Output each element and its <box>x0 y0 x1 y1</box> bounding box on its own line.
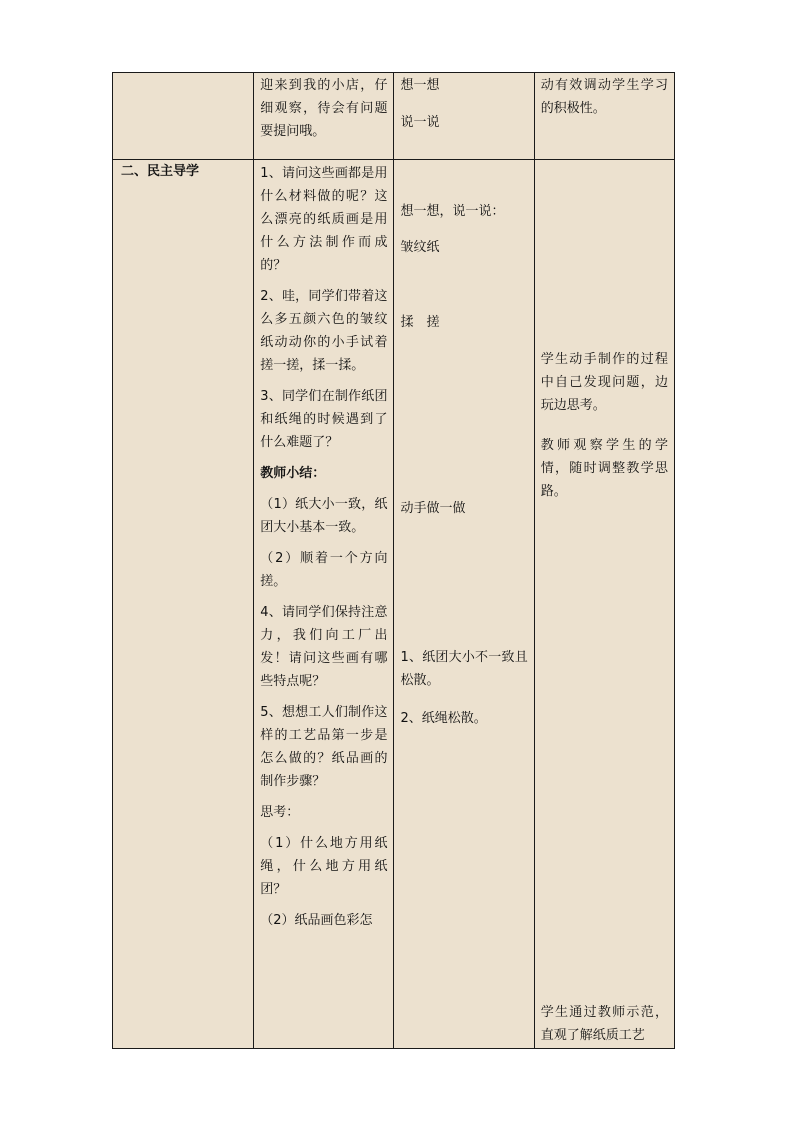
design-intent-cell <box>534 73 674 160</box>
student-text: 想一想，说一说： <box>400 204 505 219</box>
think-title: 思考： <box>260 805 300 820</box>
student-text: 想一想 <box>400 78 440 93</box>
stage-cell <box>113 73 254 160</box>
intent-text: 教师观察学生的学情，随时调整教学思路。 <box>540 438 668 499</box>
intent-text: 动有效调动学生学习的积极性。 <box>540 78 668 116</box>
student-activity-cell <box>394 160 534 1049</box>
stage-cell <box>113 160 254 1049</box>
teacher-question: 2、哇，同学们带着这么多五颜六色的皱纹纸动动你的小手试着搓一搓，揉一揉。 <box>260 289 388 373</box>
teacher-question: 5、想想工人们制作这样的工艺品第一步是怎么做的？纸品画的制作步骤？ <box>260 705 388 789</box>
student-text: 说一说 <box>400 115 440 130</box>
summary-point: （1）纸大小一致，纸团大小基本一致。 <box>260 497 388 535</box>
student-text: 1、纸团大小不一致且松散。 <box>400 650 528 688</box>
summary-title: 教师小结： <box>260 466 326 481</box>
student-text: 揉 搓 <box>400 315 440 330</box>
student-text: 动手做一做 <box>400 501 466 516</box>
teacher-text: 迎来到我的小店，仔细观察，待会有问题要提问哦。 <box>260 78 388 139</box>
teacher-activity-cell <box>254 73 394 160</box>
think-point: （1）什么地方用纸绳，什么地方用纸团？ <box>260 836 388 897</box>
think-point: （2）纸品画色彩怎 <box>260 913 373 928</box>
teacher-question: 3、同学们在制作纸团和纸绳的时候遇到了什么难题了？ <box>260 389 388 450</box>
teacher-activity-cell <box>254 160 394 1049</box>
student-text: 皱纹纸 <box>400 240 440 255</box>
intent-text: 学生动手制作的过程中自己发现问题，边玩边思考。 <box>540 352 668 413</box>
student-activity-cell <box>394 73 534 160</box>
lesson-plan-table <box>112 72 675 1049</box>
teacher-question: 4、请同学们保持注意力，我们向工厂出发！请问这些画有哪些特点呢？ <box>260 605 388 689</box>
student-text: 2、纸绳松散。 <box>400 711 487 726</box>
intent-text: 学生通过教师示范，直观了解纸质工艺 <box>540 1005 668 1043</box>
summary-point: （2）顺着一个方向搓。 <box>260 551 388 589</box>
stage-title: 二、民主导学 <box>121 164 200 179</box>
table-row <box>113 160 675 1049</box>
table-row <box>113 73 675 160</box>
design-intent-cell <box>534 160 674 1049</box>
teacher-question: 1、请问这些画都是用什么材料做的呢？这么漂亮的纸质画是用什么方法制作而成的？ <box>260 166 388 273</box>
